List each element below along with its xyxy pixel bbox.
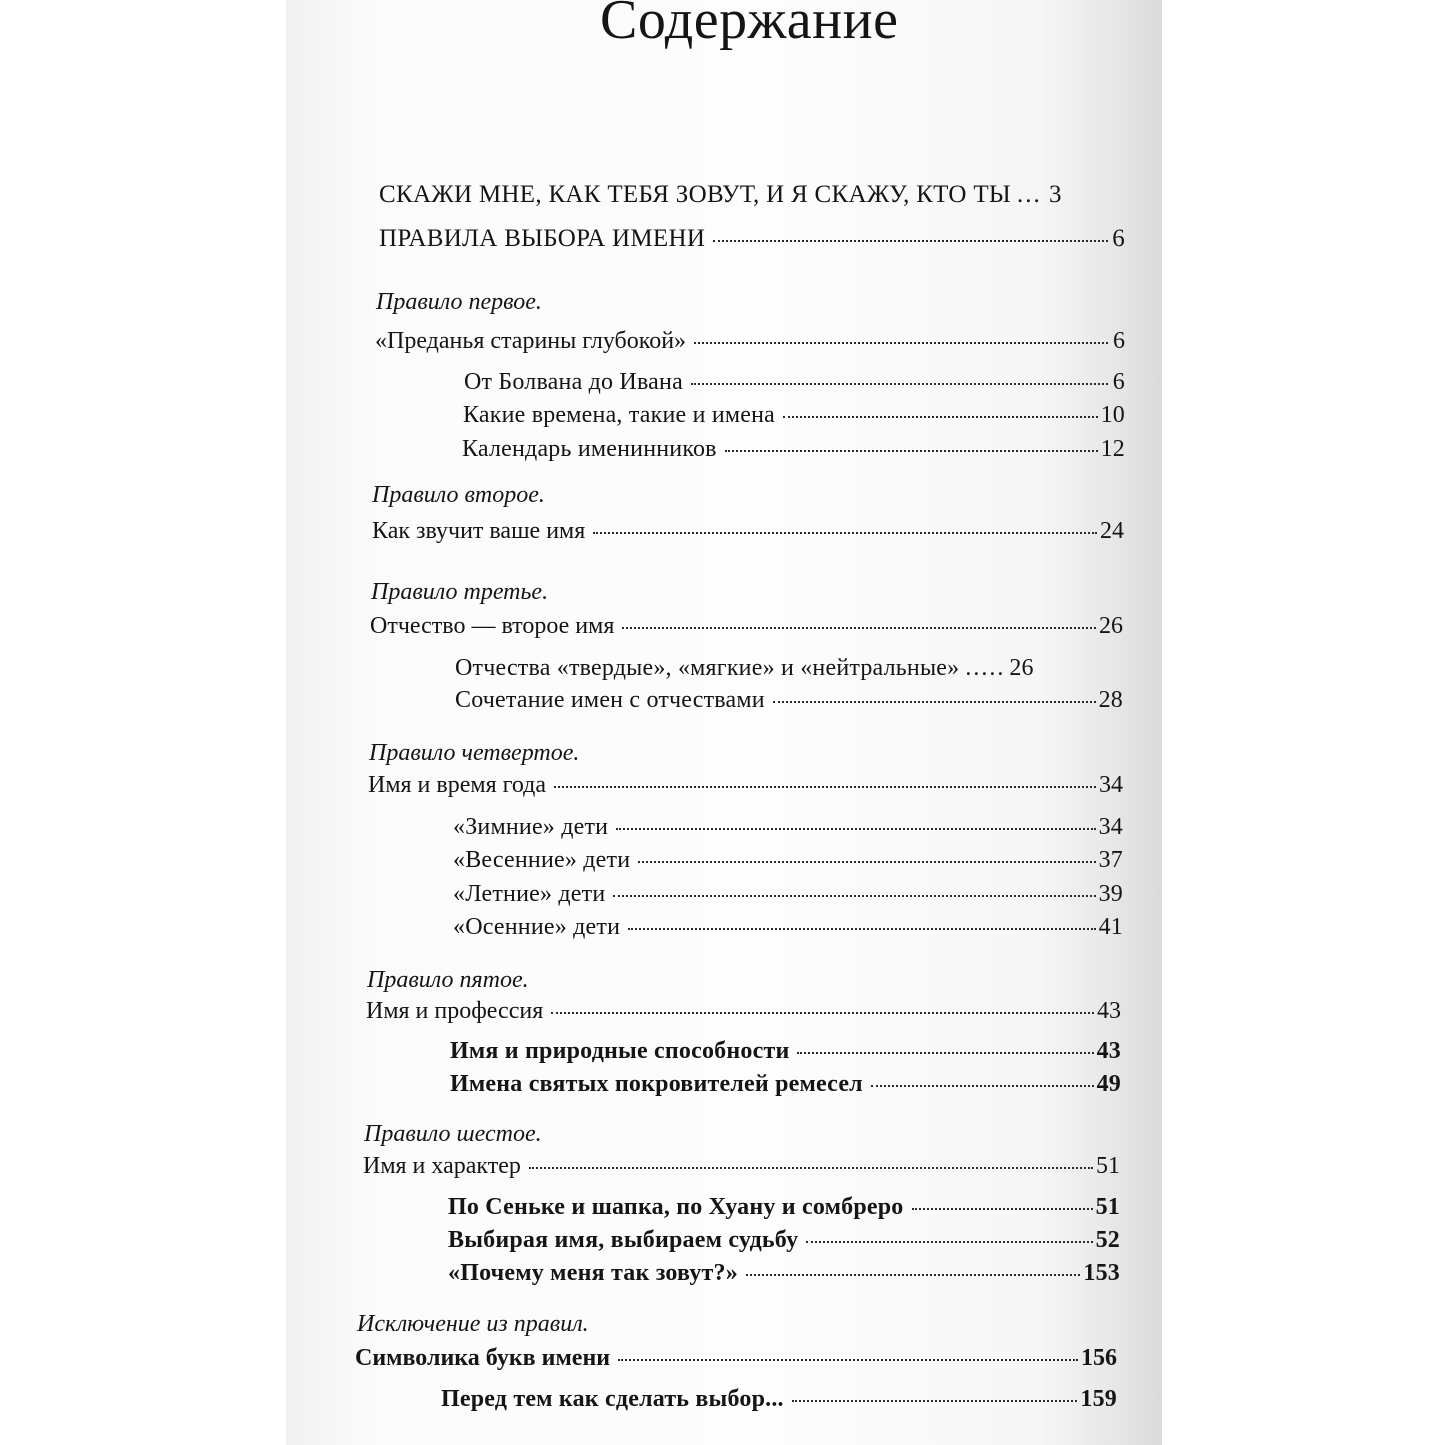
toc-entry (355, 1346, 1117, 1370)
entry-page: 156 (1081, 1345, 1117, 1371)
entry-leader (593, 532, 1097, 534)
entry-page: 51 (1096, 1153, 1120, 1179)
rule-heading: Правило пятое. (367, 967, 529, 993)
entry-title: Символика букв имени (355, 1345, 611, 1371)
entry-page: 39 (1098, 881, 1123, 907)
entry-leader (694, 342, 1108, 344)
entry-page: 43 (1096, 1038, 1121, 1064)
toc-entry (453, 848, 1123, 872)
entry-title: Имя и природные способности (450, 1038, 790, 1064)
entry-title: «Почему меня так зовут?» (448, 1260, 738, 1286)
entry-title: «Осенние» дети (453, 914, 621, 940)
entry-page: 37 (1098, 847, 1123, 873)
entry-title: Календарь именинников (462, 436, 717, 462)
entry-page: 153 (1083, 1260, 1120, 1286)
toc-entry (462, 437, 1125, 461)
entry-title: Отчество — второе имя (370, 613, 615, 639)
toc-entry (453, 915, 1123, 939)
entry-leader (618, 1359, 1078, 1361)
entry-title: Имена святых покровителей ремесел (450, 1071, 863, 1097)
entry-title: «Зимние» дети (453, 814, 609, 840)
entry-page: 52 (1095, 1227, 1120, 1253)
entry-leader (691, 383, 1108, 385)
entry-title: «Весенние» дети (453, 847, 631, 873)
toc-entry (372, 519, 1124, 543)
rule-heading: Правило четвертое. (369, 740, 580, 766)
toc-entry (453, 815, 1123, 839)
entry-title: Имя и время года (368, 772, 547, 798)
entry-leader (797, 1052, 1093, 1054)
toc-entry (463, 403, 1125, 427)
entry-page: 10 (1100, 402, 1125, 428)
rule-heading: Правило первое. (376, 289, 542, 315)
toc-entry (368, 773, 1123, 797)
entry-page: 12 (1100, 436, 1125, 462)
toc-entry (448, 1228, 1120, 1252)
toc-entry (363, 1154, 1120, 1178)
entry-page: 49 (1096, 1071, 1121, 1097)
entry-leader (616, 828, 1095, 830)
entry-page: 24 (1100, 518, 1124, 544)
entry-title: Перед тем как сделать выбор... (441, 1386, 784, 1412)
entry-page: 6 (1113, 328, 1125, 354)
entry-leader (725, 450, 1098, 452)
entry-title: ПРАВИЛА ВЫБОРА ИМЕНИ (379, 225, 706, 252)
toc-entry (370, 614, 1123, 638)
entry-leader (713, 240, 1108, 242)
toc-entry (453, 882, 1123, 906)
entry-page: 28 (1098, 687, 1123, 713)
toc-entry (464, 370, 1125, 394)
entry-page: 6 (1112, 369, 1125, 395)
entry-title: Какие времена, такие и имена (463, 402, 776, 428)
entry-title: Имя и профессия (366, 998, 544, 1024)
entry-leader (551, 1012, 1094, 1014)
entry-title: СКАЖИ МНЕ, КАК ТЕБЯ ЗОВУТ, И Я СКАЖУ, КТО ТЫ (379, 181, 1011, 208)
rule-heading: Исключение из правил. (357, 1311, 589, 1337)
entry-title: «Летние» дети (453, 881, 606, 907)
entry-leader (622, 627, 1096, 629)
entry-title: Как звучит ваше имя (372, 518, 586, 544)
entry-leader (628, 928, 1095, 930)
entry-leader (792, 1400, 1078, 1402)
entry-leader (554, 786, 1096, 788)
entry-leader (529, 1167, 1093, 1169)
toc-entry (448, 1261, 1120, 1285)
entry-leader (613, 895, 1095, 897)
toc-title: Содержание (600, 0, 899, 51)
entry-page: 34 (1099, 772, 1123, 798)
entry-page: 34 (1098, 814, 1123, 840)
entry-leader (746, 1274, 1080, 1276)
toc-entry (379, 226, 1125, 251)
entry-page: 3 (1048, 181, 1062, 208)
entry-leader (638, 861, 1095, 863)
entry-page: 159 (1080, 1386, 1117, 1412)
toc-entry (455, 688, 1123, 712)
toc-entry (448, 1195, 1120, 1219)
entry-title: Отчества «твердые», «мягкие» и «нейтральные» (455, 655, 960, 681)
toc-entry (379, 182, 1125, 207)
entry-leader (871, 1085, 1094, 1087)
rule-heading: Правило третье. (371, 579, 549, 605)
entry-leader: ..... (965, 655, 1006, 681)
entry-title: Имя и характер (363, 1153, 521, 1179)
entry-leader (806, 1241, 1092, 1243)
toc-entry (450, 1039, 1121, 1063)
entry-title: «Преданья старины глубокой» (375, 328, 687, 354)
entry-leader (783, 416, 1098, 418)
entry-page: 26 (1009, 655, 1034, 681)
toc-entry (441, 1387, 1117, 1411)
toc-entry (366, 999, 1121, 1023)
entry-leader (773, 701, 1096, 703)
entry-title: От Болвана до Ивана (464, 369, 683, 395)
entry-page: 51 (1095, 1194, 1120, 1220)
toc-entry (455, 656, 1123, 680)
entry-page: 41 (1098, 914, 1123, 940)
entry-page: 26 (1099, 613, 1123, 639)
entry-leader: ... (1017, 181, 1042, 208)
entry-title: Выбирая имя, выбираем судьбу (448, 1227, 799, 1253)
entry-page: 43 (1097, 998, 1121, 1024)
entry-title: Сочетание имен с отчествами (455, 687, 765, 713)
toc-entry (375, 329, 1125, 353)
toc-entry (450, 1072, 1121, 1096)
rule-heading: Правило шестое. (364, 1121, 542, 1147)
entry-leader (912, 1208, 1093, 1210)
entry-page: 6 (1112, 225, 1125, 252)
entry-title: По Сеньке и шапка, по Хуану и сомбреро (448, 1194, 904, 1220)
rule-heading: Правило второе. (372, 482, 545, 508)
